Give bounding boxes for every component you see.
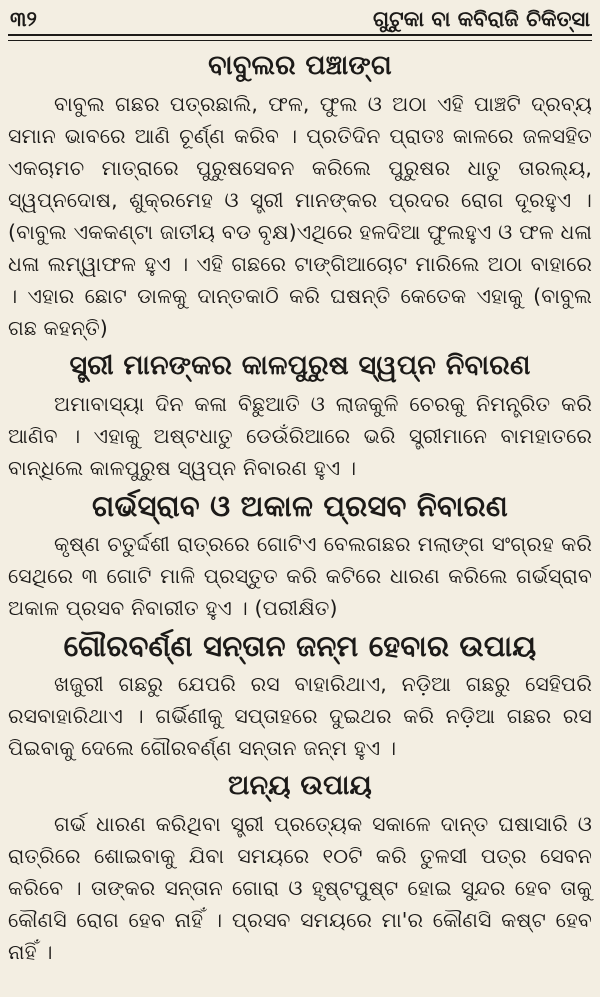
running-title: ଗୁଟୁକା ବା କବିରାଜି ଚିକିତ୍ସା [373, 6, 590, 31]
page-content [8, 44, 592, 968]
section-kalapurusha [8, 344, 592, 484]
section-heading: ଗର୍ଭସ୍ରାବ ଓ ଅକାଳ ପ୍ରସବ ନିବାରଣ [92, 489, 508, 523]
section-body: କୃଷ୍ଣ ଚତୁର୍ଦ୍ଦଶୀ ରାତ୍ରରେ ଗୋଟିଏ ବେଲଗଛର ମଲାଙ୍ଗ ସଂଗ୍ରହ କରି ସେଥିରେ ୩ ଗୋଟି ମାଳି ପ୍ରସ୍ତୁତ କରି କଟିରେ ଧାରଣ କରିଲେ ଗର୍ଭସ୍ରାବ ଅକାଳ ପ୍ରସବ ନିବାରୀତ ହୁଏ । (ପରୀକ୍ଷିତ) [8, 532, 592, 620]
section-anya-upaya [8, 764, 592, 968]
section-heading: ଅନ୍ୟ ଉପାୟ [227, 770, 373, 801]
section-body: ବାବୁଲ ଗଛର ପତ୍ରଛାଲି, ଫଳ, ଫୁଲ ଓ ଅଠା ଏହି ପାଞ୍ଚଟି ଦ୍ରବ୍ୟ ସମାନ ଭାବରେ ଆଣି ଚୂର୍ଣ୍ଣ କରିବ । ପ୍ରତିଦିନ ପ୍ରାତଃ କାଳରେ ଜଳସହିତ ଏକଚାମଚ ମାତ୍ରାରେ ପୁରୁଷସେବନ କରିଲେ ପୁରୁଷର ଧାତୁ ତାରଲ୍ୟ, ସ୍ୱପ୍ନଦୋଷ, ଶୁକ୍ରମେହ ଓ ସ୍ତ୍ରୀ ମାନଙ୍କର ପ୍ରଦର ରୋଗ ଦୂରହୁଏ । (ବାବୁଲ ଏକକଣ୍ଟା ଜାତୀୟ ବଡ ବୃକ୍ଷ)ଏଥିରେ ହଳଦିଆ ଫୁଲହୁଏ ଓ ଫଳ ଧଳା ଧଳା ଲମ୍ୱାଫଳ ହୁଏ । ଏହି ଗଛରେ ଟାଙ୍ଗିଆଚୋଟ ମାରିଲେ ଅଠା ବାହାରେ । ଏହାର ଛୋଟ ଡାଳକୁ ଦାନ୍ତକାଠି କରି ଘଷନ୍ତି କେତେକ ଏହାକୁ (ବାବୁଲ ଗଛ କହନ୍ତି) [8, 92, 592, 340]
section-body: ଅମାବାସ୍ୟା ଦିନ କଳା ବିଛୁଆତି ଓ ଲାଜକୁଳି ଚେରକୁ ନିମନ୍ତ୍ରିତ କରି ଆଣିବ । ଏହାକୁ ଅଷ୍ଟଧାତୁ ଡେଉଁରିଆରେ ଭରି ସ୍ତ୍ରୀମାନେ ବାମହାତରେ ବାନ୍ଧିଲେ କାଳପୁରୁଷ ସ୍ୱପ୍ନ ନିବାରଣ ହୁଏ । [8, 392, 592, 480]
section-heading: ବାବୁଲର ପଞ୍ଚାଙ୍ଗ [208, 50, 392, 81]
page-number: ୩୨ [10, 6, 37, 31]
section-body: ଖଜୁରୀ ଗଛରୁ ଯେପରି ରସ ବାହାରିଥାଏ, ନଡ଼ିଆ ଗଛରୁ ସେହିପରି ରସବାହାରିଥାଏ । ଗର୍ଭିଣୀକୁ ସପ୍ତାହରେ ଦୁଇଥର କରି ନଡ଼ିଆ ଗଛର ରସ ପିଇବାକୁ ଦେଲେ ଗୌରବର୍ଣ୍ଣ ସନ୍ତାନ ଜନ୍ମ ହୁଏ । [8, 672, 592, 760]
section-babul [8, 44, 592, 344]
section-heading: ସ୍ତ୍ରୀ ମାନଙ୍କର କାଳପୁରୁଷ ସ୍ୱପ୍ନ ନିବାରଣ [69, 350, 531, 381]
section-garbhasrava [8, 484, 592, 624]
header-rule [8, 34, 592, 41]
section-gaurabarna [8, 624, 592, 764]
section-heading: ଗୌରବର୍ଣ୍ଣ ସନ୍ତାନ ଜନ୍ମ ହେବାର ଉପାୟ [63, 629, 537, 663]
page-header [10, 6, 590, 32]
section-body: ଗର୍ଭ ଧାରଣ କରିଥିବା ସ୍ତ୍ରୀ ପ୍ରତ୍ୟେକ ସକାଳେ ଦାନ୍ତ ଘଷାସାରି ଓ ରାତ୍ରିରେ ଶୋଇବାକୁ ଯିବା ସମୟରେ ୧୦ଟି କରି ତୁଳସୀ ପତ୍ର ସେବନ କରିବେ । ତାଙ୍କର ସନ୍ତାନ ଗୋରା ଓ ହୃଷ୍ଟପୁଷ୍ଟ ହୋଇ ସୁନ୍ଦର ହେବ ତାକୁ କୌଣସି ରୋଗ ହେବ ନାହିଁ । ପ୍ରସବ ସମୟରେ ମା'ର କୌଣସି କଷ୍ଟ ହେବ ନାହିଁ । [8, 812, 592, 964]
